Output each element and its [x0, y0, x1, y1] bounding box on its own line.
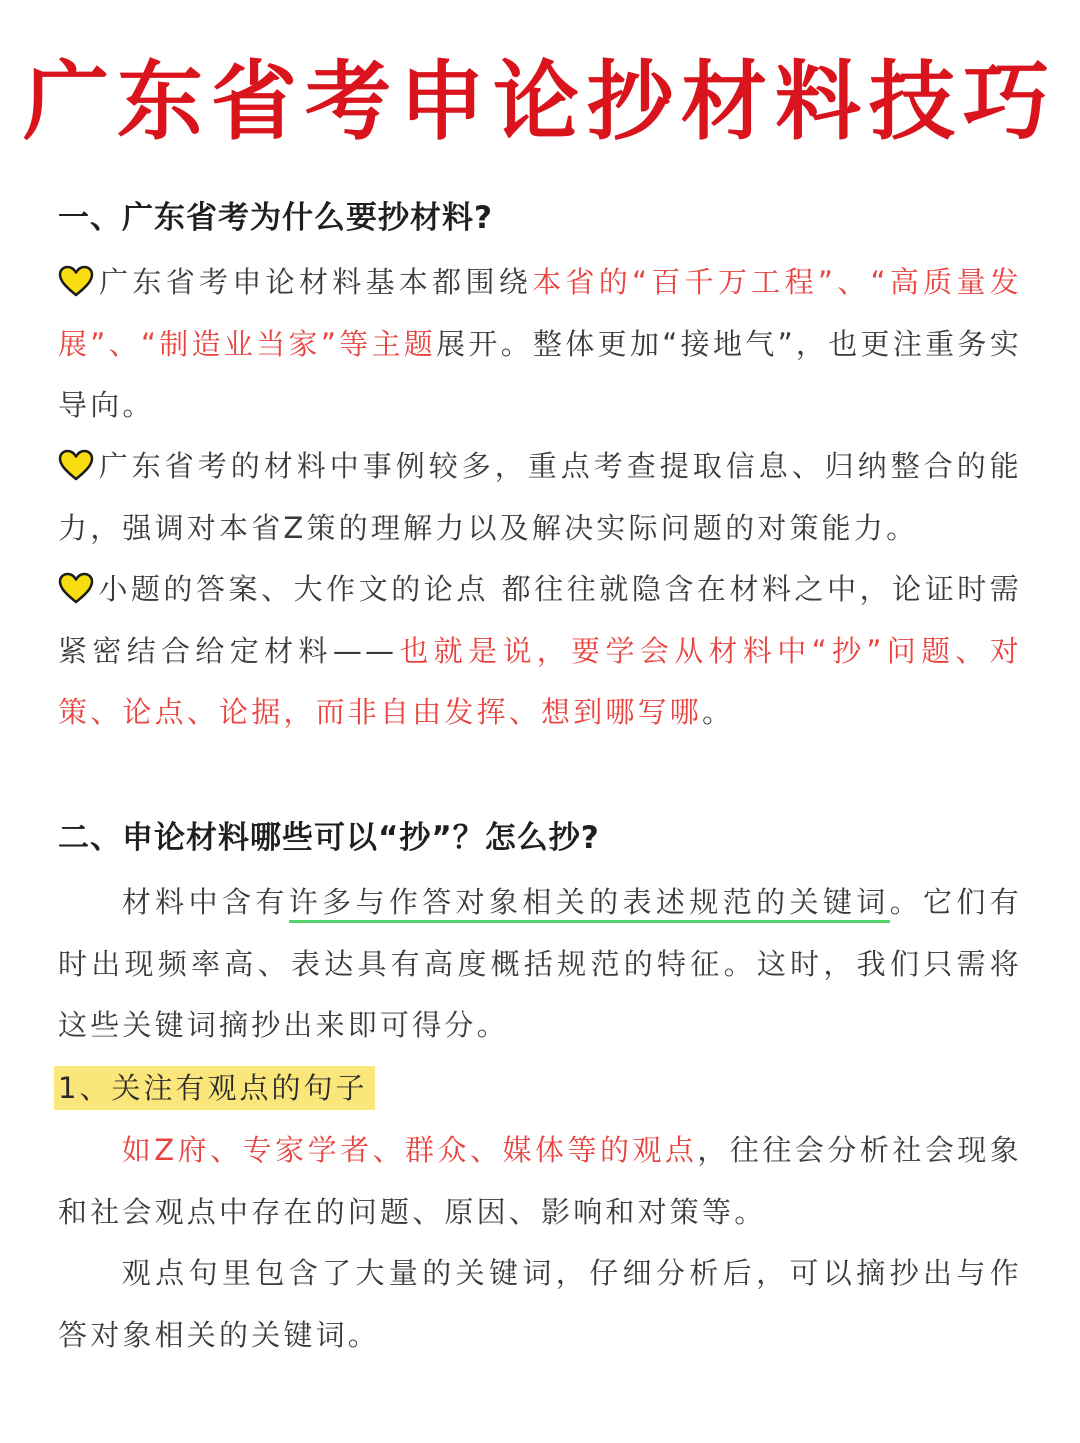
yellow-heart-icon — [58, 265, 94, 297]
s1p3-text-1: 小题的答案、大作文的论点 都往往就隐含在材料之中，论证时需紧密结合给定材料—— — [58, 572, 1022, 668]
yellow-heart-icon — [58, 572, 94, 604]
s1p1-text-2: 展开。整体更加“接地气”，也更注重务实导向。 — [58, 326, 1022, 422]
s1p2-text-1: 广东省考的材料中事例较多，重点考查提取信息、归纳整合的能力，强调对本省Z策的理解力以及解决实际问题的对策能力。 — [58, 449, 1022, 545]
section1-paragraph-3 — [58, 559, 1022, 744]
section1-paragraph-1 — [58, 252, 1022, 437]
s1p1-red-text: 本省的“百千万工程”、“高质量发展”、“制造业当家”等主题 — [58, 265, 1022, 361]
section2-paragraph-3 — [58, 1243, 1022, 1366]
s2p1-underlined-text: 许多与作答对象相关的表述规范的关键词 — [289, 885, 890, 923]
section2-paragraph-1 — [58, 872, 1022, 1057]
s2p1-text-1: 材料中含有 — [121, 885, 289, 919]
s2p2-red-text: 如Z府、专家学者、群众、媒体等的观点 — [121, 1133, 698, 1167]
s1p3-text-2: 。 — [702, 695, 735, 729]
section1-heading: 一、广东省考为什么要抄材料? — [58, 200, 493, 236]
yellow-heart-icon — [58, 449, 94, 481]
page-title: 广东省考申论抄材料技巧 — [23, 52, 1057, 152]
s2p1-text-2: 。它们有时出现频率高、表达具有高度概括规范的特征。这时，我们只需将这些关键词摘抄出来即可得分。 — [58, 885, 1022, 1042]
subheading-highlight: 1、关注有观点的句子 — [54, 1066, 375, 1110]
section2-paragraph-2 — [58, 1120, 1022, 1243]
s2p2-text-1: ，往往会分析社会现象和社会观点中存在的问题、原因、影响和对策等。 — [58, 1133, 1022, 1229]
s1p3-red-text: 也就是说，要学会从材料中“抄”问题、对策、论点、论据，而非自由发挥、想到哪写哪 — [58, 633, 1022, 729]
s1p1-text-1: 广东省考申论材料基本都围绕 — [98, 265, 533, 299]
section1-paragraph-2 — [58, 436, 1022, 559]
s2p3-text-1: 观点句里包含了大量的关键词，仔细分析后，可以摘抄出与作答对象相关的关键词。 — [58, 1256, 1022, 1352]
section2-heading: 二、申论材料哪些可以“抄”？怎么抄? — [58, 820, 600, 856]
